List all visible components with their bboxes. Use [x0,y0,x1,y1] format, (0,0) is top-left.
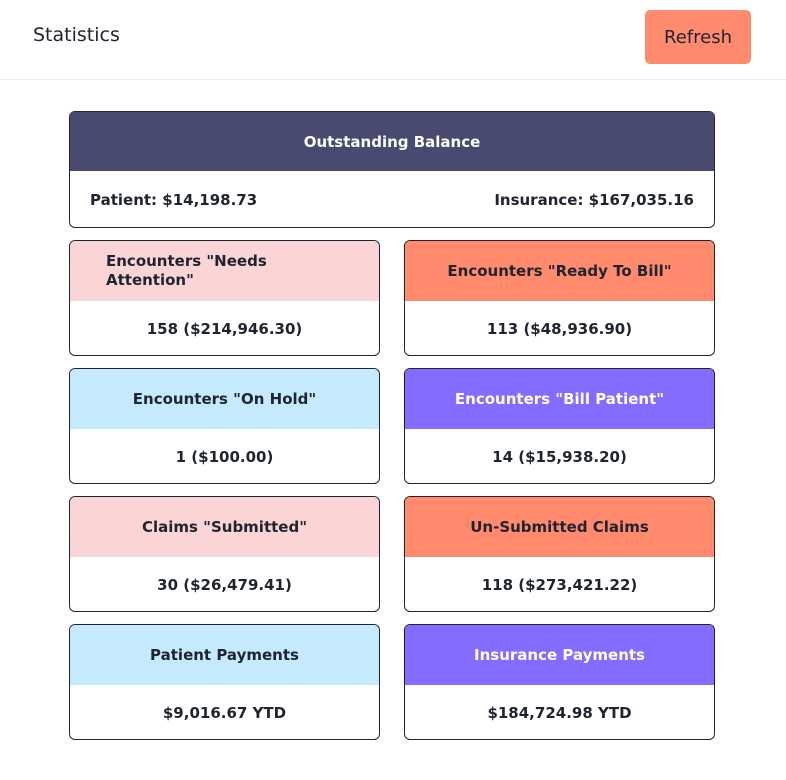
card-title: Encounters "Ready To Bill" [405,241,714,301]
card-on-hold [69,368,380,484]
card-title: Patient Payments [70,625,379,685]
card-title: Encounters "On Hold" [70,369,379,429]
card-needs-attention [69,240,380,356]
card-value: 113 ($48,936.90) [486,319,633,338]
card-patient-payments [69,624,380,740]
card-claims-submitted [69,496,380,612]
card-title: Claims "Submitted" [70,497,379,557]
top-bar [0,0,786,80]
card-unsubmitted-claims [404,496,715,612]
card-value: 118 ($273,421.22) [481,575,638,594]
card-title: Un-Submitted Claims [405,497,714,557]
insurance-balance: Insurance: $167,035.16 [494,190,694,209]
card-value: $184,724.98 YTD [487,703,632,722]
card-value: 1 ($100.00) [175,447,274,466]
card-value: $9,016.67 YTD [162,703,287,722]
card-title: Insurance Payments [405,625,714,685]
outstanding-balance-body [70,171,714,228]
card-title: Encounters "Needs Attention" [70,241,379,301]
card-value: 158 ($214,946.30) [146,319,303,338]
page-title: Statistics [33,24,120,46]
stats-grid [69,240,715,740]
card-value: 30 ($26,479.41) [157,575,292,594]
patient-balance: Patient: $14,198.73 [90,190,258,209]
card-value: 14 ($15,938.20) [492,447,627,466]
outstanding-balance-title: Outstanding Balance [70,112,714,171]
card-ready-to-bill [404,240,715,356]
outstanding-balance-card [69,111,715,228]
card-bill-patient [404,368,715,484]
refresh-button[interactable]: Refresh [645,10,751,64]
card-title: Encounters "Bill Patient" [405,369,714,429]
card-insurance-payments [404,624,715,740]
